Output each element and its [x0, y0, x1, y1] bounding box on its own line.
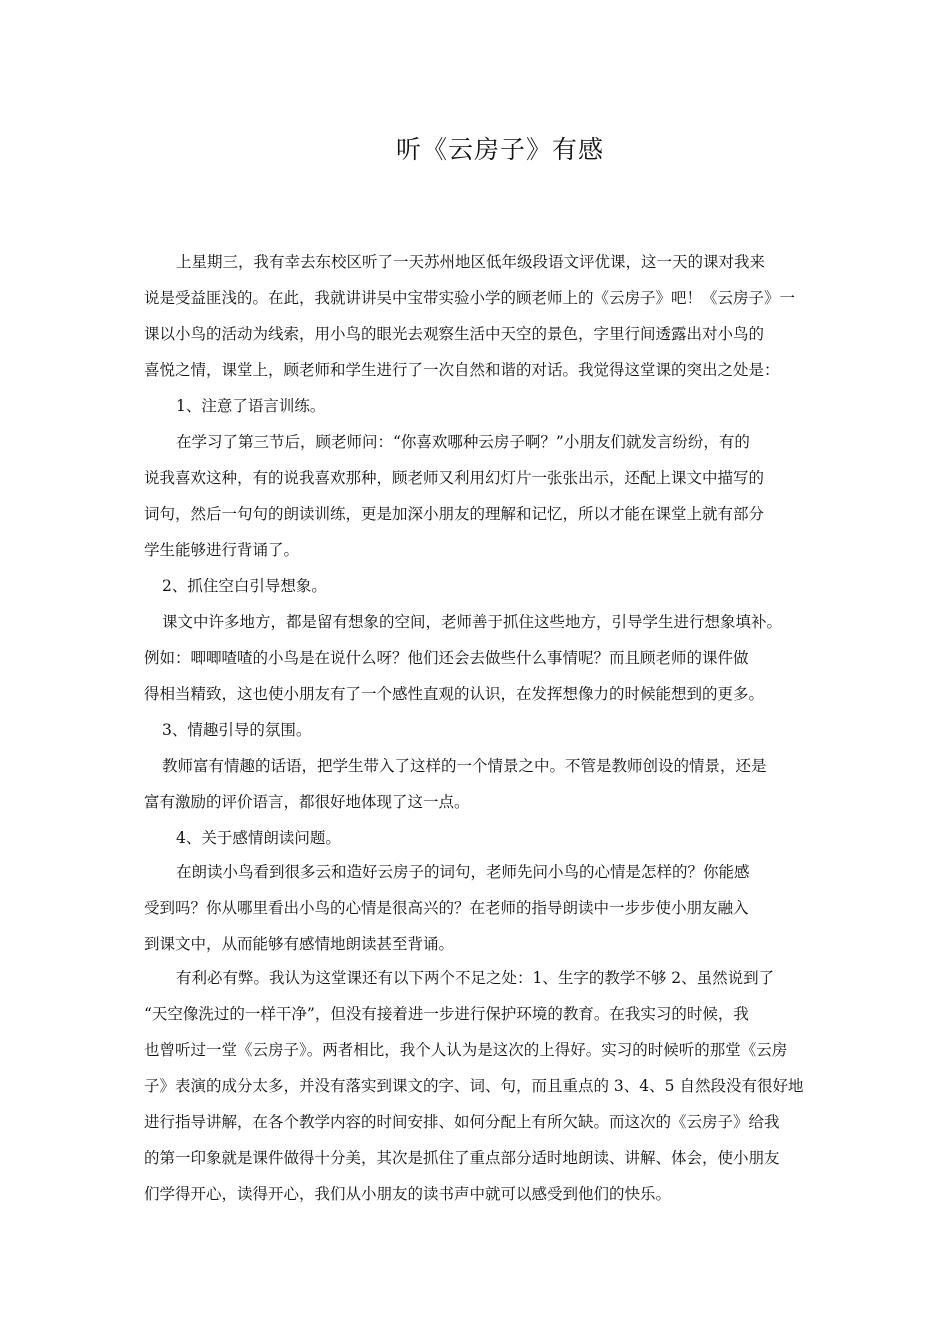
section-heading: 1、注意了语言训练。	[176, 397, 326, 415]
paragraph-line: 在朗读小鸟看到很多云和造好云房子的词句，老师先问小鸟的心情是怎样的？你能感	[176, 863, 750, 881]
section-heading: 4、关于感情朗读问题。	[176, 829, 341, 847]
paragraph-line: 也曾听过一堂《云房子》。两者相比，我个人认为是这次的上得好。实习的时候听的那堂《云房	[144, 1041, 788, 1059]
paragraph-line: 词句，然后一句句的朗读训练，更是加深小朋友的理解和记忆，所以才能在课堂上就有部分	[144, 505, 765, 523]
paragraph-line: 说是受益匪浅的。在此，我就讲讲吴中宝带实验小学的顾老师上的《云房子》吧！《云房子》一	[144, 289, 796, 307]
paragraph-line: 的第一印象就是课件做得十分美，其次是抓住了重点部分适时地朗读、讲解、体会，使小朋友	[144, 1149, 780, 1167]
paragraph-line: 学生能够进行背诵了。	[144, 541, 300, 559]
paragraph-line: 教师富有情趣的话语，把学生带入了这样的一个情景之中。不管是教师创设的情景，还是	[162, 757, 767, 775]
paragraph-line: 到课文中，从而能够有感情地朗读甚至背诵。	[144, 935, 455, 953]
section-heading: 2、抓住空白引导想象。	[162, 577, 327, 595]
paragraph-line: 受到吗？你从哪里看出小鸟的心情是很高兴的？在老师的指导朗读中一步步使小朋友融入	[144, 899, 749, 917]
paragraph-line: 喜悦之情，课堂上，顾老师和学生进行了一次自然和谐的对话。我觉得这堂课的突出之处是：	[144, 361, 780, 379]
paragraph-line: 进行指导讲解，在各个教学内容的时间安排、如何分配上有所欠缺。而这次的《云房子》给我	[144, 1113, 780, 1131]
paragraph-line: 说我喜欢这种，有的说我喜欢那种，顾老师又利用幻灯片一张张出示，还配上课文中描写的	[144, 469, 765, 487]
paragraph-line: 例如：唧唧喳喳的小鸟是在说什么呀？他们还会去做些什么事情呢？而且顾老师的课件做	[144, 649, 749, 667]
section-heading: 3、情趣引导的氛围。	[162, 721, 312, 739]
paragraph-line: 子》表演的成分太多，并没有落实到课文的字、词、句，而且重点的 3、4、5 自然段没有很好地	[144, 1077, 804, 1095]
paragraph-line: 上星期三，我有幸去东校区听了一天苏州地区低年级段语文评优课，这一天的课对我来	[176, 253, 766, 271]
document-title: 听《云房子》有感	[395, 135, 604, 164]
paragraph-line: “天空像洗过的一样干净”，但没有接着进一步进行保护环境的教育。在我实习的时候，我	[144, 1005, 749, 1023]
paragraph-line: 有利必有弊。我认为这堂课还有以下两个不足之处：1、生字的教学不够 2、虽然说到了	[176, 969, 775, 987]
paragraph-line: 们学得开心，读得开心，我们从小朋友的读书声中就可以感受到他们的快乐。	[144, 1185, 672, 1203]
paragraph-line: 在学习了第三节后，顾老师问：“你喜欢哪种云房子啊？”小朋友们就发言纷纷，有的	[176, 433, 750, 451]
paragraph-line: 得相当精致，这也使小朋友有了一个感性直观的认识，在发挥想像力的时候能想到的更多。	[144, 685, 765, 703]
paragraph-line: 课文中许多地方，都是留有想象的空间，老师善于抓住这些地方，引导学生进行想象填补。	[162, 613, 783, 631]
paragraph-line: 课以小鸟的活动为线索，用小鸟的眼光去观察生活中天空的景色，字里行间透露出对小鸟的	[144, 325, 765, 343]
paragraph-line: 富有激励的评价语言，都很好地体现了这一点。	[144, 793, 470, 811]
